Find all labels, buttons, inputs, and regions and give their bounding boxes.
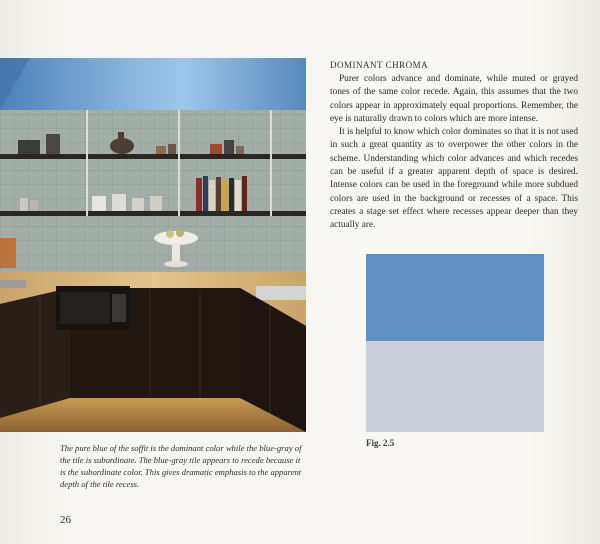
- subordinate-bluegray-swatch: [366, 341, 544, 432]
- figure-label: Fig. 2.5: [366, 438, 395, 448]
- soffit: [0, 58, 306, 110]
- kitchen-photo: [0, 58, 306, 432]
- color-swatch-figure: [366, 254, 544, 432]
- page-number: 26: [60, 514, 71, 526]
- body-text: [330, 73, 578, 233]
- paragraph: It is helpful to know which color dominates so that it is not used in such a great quantity as to overpower the other colors in the scheme. Understanding which color advances and which recedes can be useful if a greater apparent depth of space is desired. Intense colors can be used in the foreground while more subdued colors are used in the background or recesses of a space. This creates a stage set effect where recesses appear deeper than they actually are.: [330, 127, 578, 231]
- dominant-blue-swatch: [366, 254, 544, 341]
- section-heading: DOMINANT CHROMA: [330, 60, 429, 70]
- photo-caption: The pure blue of the soffit is the dominant color while the blue-gray of the tile is subordinate. The blue-gray tile appears to recede because it is the subordinate color. This gives dramatic emphasis to the apparent depth of the tile recess.: [60, 443, 302, 489]
- paragraph: Purer colors advance and dominate, while muted or grayed tones of the same color recede. Again, this assumes that the two colors appear in approximately equal proportions. Remember, the eye is naturally drawn to colors which are more intense.: [330, 74, 578, 124]
- kitchen-illustration: [0, 58, 306, 432]
